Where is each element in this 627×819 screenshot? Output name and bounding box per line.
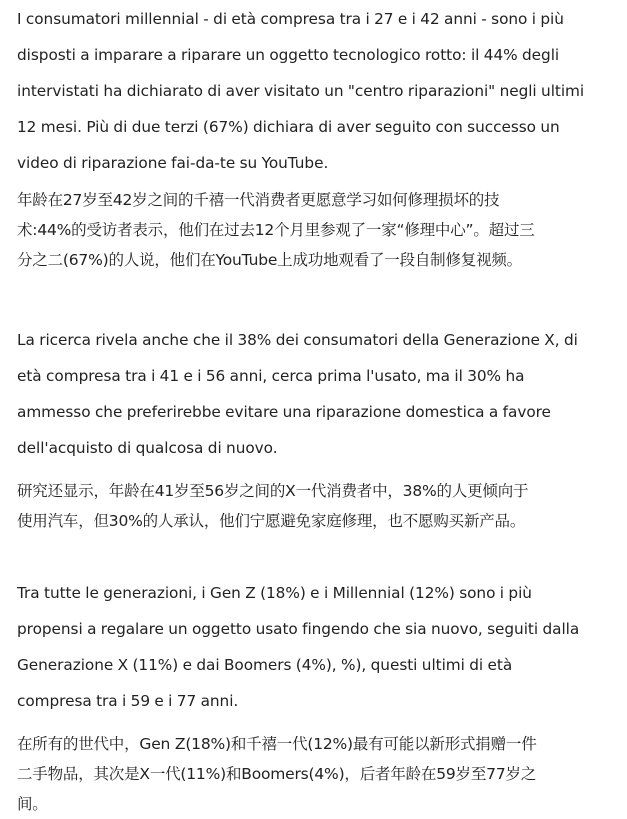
- paragraph-chinese-millennials: [17, 185, 535, 275]
- text-line: dell'acquisto di qualcosa di nuovo.: [17, 439, 278, 457]
- text-line: 间。: [17, 795, 48, 813]
- text-line: intervistati ha dichiarato di aver visitato un "centro riparazioni" negli ultimi: [17, 82, 585, 100]
- text-line: 使用汽车，但30%的人承认，他们宁愿避免家庭修理，也不愿购买新产品。: [17, 512, 526, 530]
- text-line: 术:44%的受访者表示，他们在过去12个月里参观了一家“修理中心”。超过三: [17, 221, 535, 239]
- text-line: video di riparazione fai-da-te su YouTube.: [17, 154, 329, 172]
- text-line: età compresa tra i 41 e i 56 anni, cerca prima l'usato, ma il 30% ha: [17, 367, 525, 385]
- text-line: I consumatori millennial - di età compresa tra i 27 e i 42 anni - sono i più: [17, 10, 564, 28]
- text-line: ammesso che preferirebbe evitare una riparazione domestica a favore: [17, 403, 551, 421]
- text-line: 研究还显示，年龄在41岁至56岁之间的X一代消费者中，38%的人更倾向于: [17, 482, 529, 500]
- paragraph-chinese-gen-x: [17, 476, 528, 536]
- text-line: 二手物品，其次是X一代(11%)和Boomers(4%)，后者年龄在59岁至77岁之: [17, 765, 537, 783]
- text-line: Tra tutte le generazioni, i Gen Z (18%) e i Millennial (12%) sono i più: [17, 584, 532, 602]
- text-line: compresa tra i 59 e i 77 anni.: [17, 692, 239, 710]
- text-line: 在所有的世代中，Gen Z(18%)和千禧一代(12%)最有可能以新形式捐赠一件: [17, 735, 537, 753]
- text-line: Generazione X (11%) e dai Boomers (4%), %), questi ultimi di età: [17, 656, 513, 674]
- paragraph-chinese-generations: [17, 729, 537, 819]
- text-line: disposti a imparare a riparare un oggetto tecnologico rotto: il 44% degli: [17, 46, 560, 64]
- text-line: 年龄在27岁至42岁之间的千禧一代消费者更愿意学习如何修理损坏的技: [17, 191, 500, 209]
- text-line: La ricerca rivela anche che il 38% dei consumatori della Generazione X, di: [17, 331, 578, 349]
- paragraph-italian-generations: [17, 575, 579, 719]
- text-line: 12 mesi. Più di due terzi (67%) dichiara di aver seguito con successo un: [17, 118, 560, 136]
- paragraph-italian-gen-x: [17, 322, 578, 466]
- text-line: propensi a regalare un oggetto usato fingendo che sia nuovo, seguiti dalla: [17, 620, 580, 638]
- paragraph-italian-millennials: [17, 1, 584, 181]
- text-line: 分之二(67%)的人说，他们在YouTube上成功地观看了一段自制修复视频。: [17, 251, 522, 269]
